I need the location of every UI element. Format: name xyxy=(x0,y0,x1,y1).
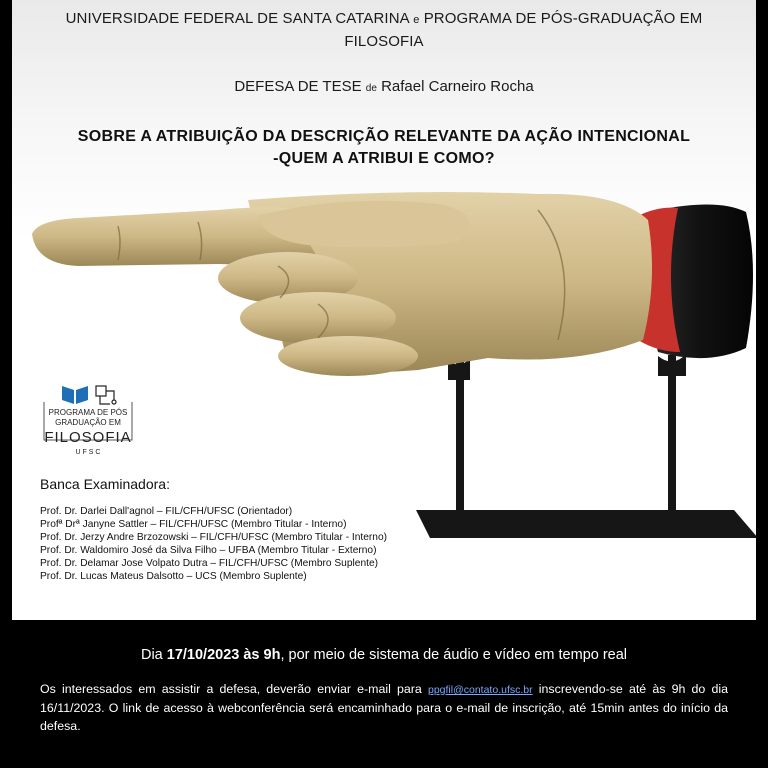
date-suffix: , por meio de sistema de áudio e vídeo em tempo real xyxy=(280,647,628,663)
defense-connector: de xyxy=(365,83,377,94)
candidate-name: Rafael Carneiro Rocha xyxy=(381,78,534,95)
email-link[interactable]: ppgfil@contato.ufsc.br xyxy=(427,684,533,696)
banca-member-list xyxy=(40,505,387,583)
defense-label: DEFESA DE TESE xyxy=(234,78,362,95)
info-part1: Os interessados em assistir a defesa, deverão enviar e-mail para xyxy=(40,682,422,696)
info-part2: inscrevendo-se até às 9h do dia 16/11/2023. O link de acesso à webconferência será encaminhado para o e-mail de inscrição, até 15min antes do início da defesa. xyxy=(40,682,728,733)
banca-member: Profª Drª Janyne Sattler – FIL/CFH/UFSC (Membro Titular - Interno) xyxy=(40,519,347,530)
poster-card xyxy=(12,0,756,620)
thesis-title-line1: SOBRE A ATRIBUIÇÃO DA DESCRIÇÃO RELEVANTE DA AÇÃO INTENCIONAL xyxy=(77,128,691,145)
book-icon xyxy=(62,386,88,404)
registration-info xyxy=(40,680,728,735)
footer xyxy=(0,620,768,768)
date-time: 17/10/2023 às 9h xyxy=(166,647,281,663)
program-name-line2: FILOSOFIA xyxy=(344,33,424,50)
program-name-line1: PROGRAMA DE PÓS-GRADUAÇÃO EM xyxy=(423,10,703,27)
banca-member: Prof. Dr. Waldomiro José da Silva Filho – UFBA (Membro Titular - Externo) xyxy=(40,545,377,556)
thesis-title xyxy=(12,126,756,170)
banca-member: Prof. Dr. Delamar Jose Volpato Dutra – FIL/CFH/UFSC (Membro Suplente) xyxy=(40,558,379,569)
banca-title: Banca Examinadora: xyxy=(40,476,170,492)
circuit-icon xyxy=(96,386,116,404)
banca-member: Prof. Dr. Jerzy Andre Brzozowski – FIL/CFH/UFSC (Membro Titular - Interno) xyxy=(40,532,388,543)
thesis-title-line2: -QUEM A ATRIBUI E COMO? xyxy=(273,150,495,167)
banca-member: Prof. Dr. Darlei Dall'agnol – FIL/CFH/UFSC (Orientador) xyxy=(40,506,293,517)
logo-line4: U F S C xyxy=(75,449,101,456)
date-prefix: Dia xyxy=(140,647,163,663)
date-line xyxy=(0,647,768,663)
header-title xyxy=(12,8,756,52)
logo-line1: PROGRAMA DE PÓS xyxy=(48,408,128,417)
logo-line3: FILOSOFIA xyxy=(44,429,132,446)
header-connector: e xyxy=(413,14,420,26)
stand xyxy=(416,354,756,538)
ppgfil-logo xyxy=(40,380,136,460)
defense-line xyxy=(12,78,756,95)
pointing-hand-image xyxy=(18,180,756,550)
banca-member: Prof. Dr. Lucas Mateus Dalsotto – UCS (Membro Suplente) xyxy=(40,571,307,582)
logo-line2: GRADUAÇÃO EM xyxy=(55,418,121,427)
institution-name: UNIVERSIDADE FEDERAL DE SANTA CATARINA xyxy=(65,10,409,27)
